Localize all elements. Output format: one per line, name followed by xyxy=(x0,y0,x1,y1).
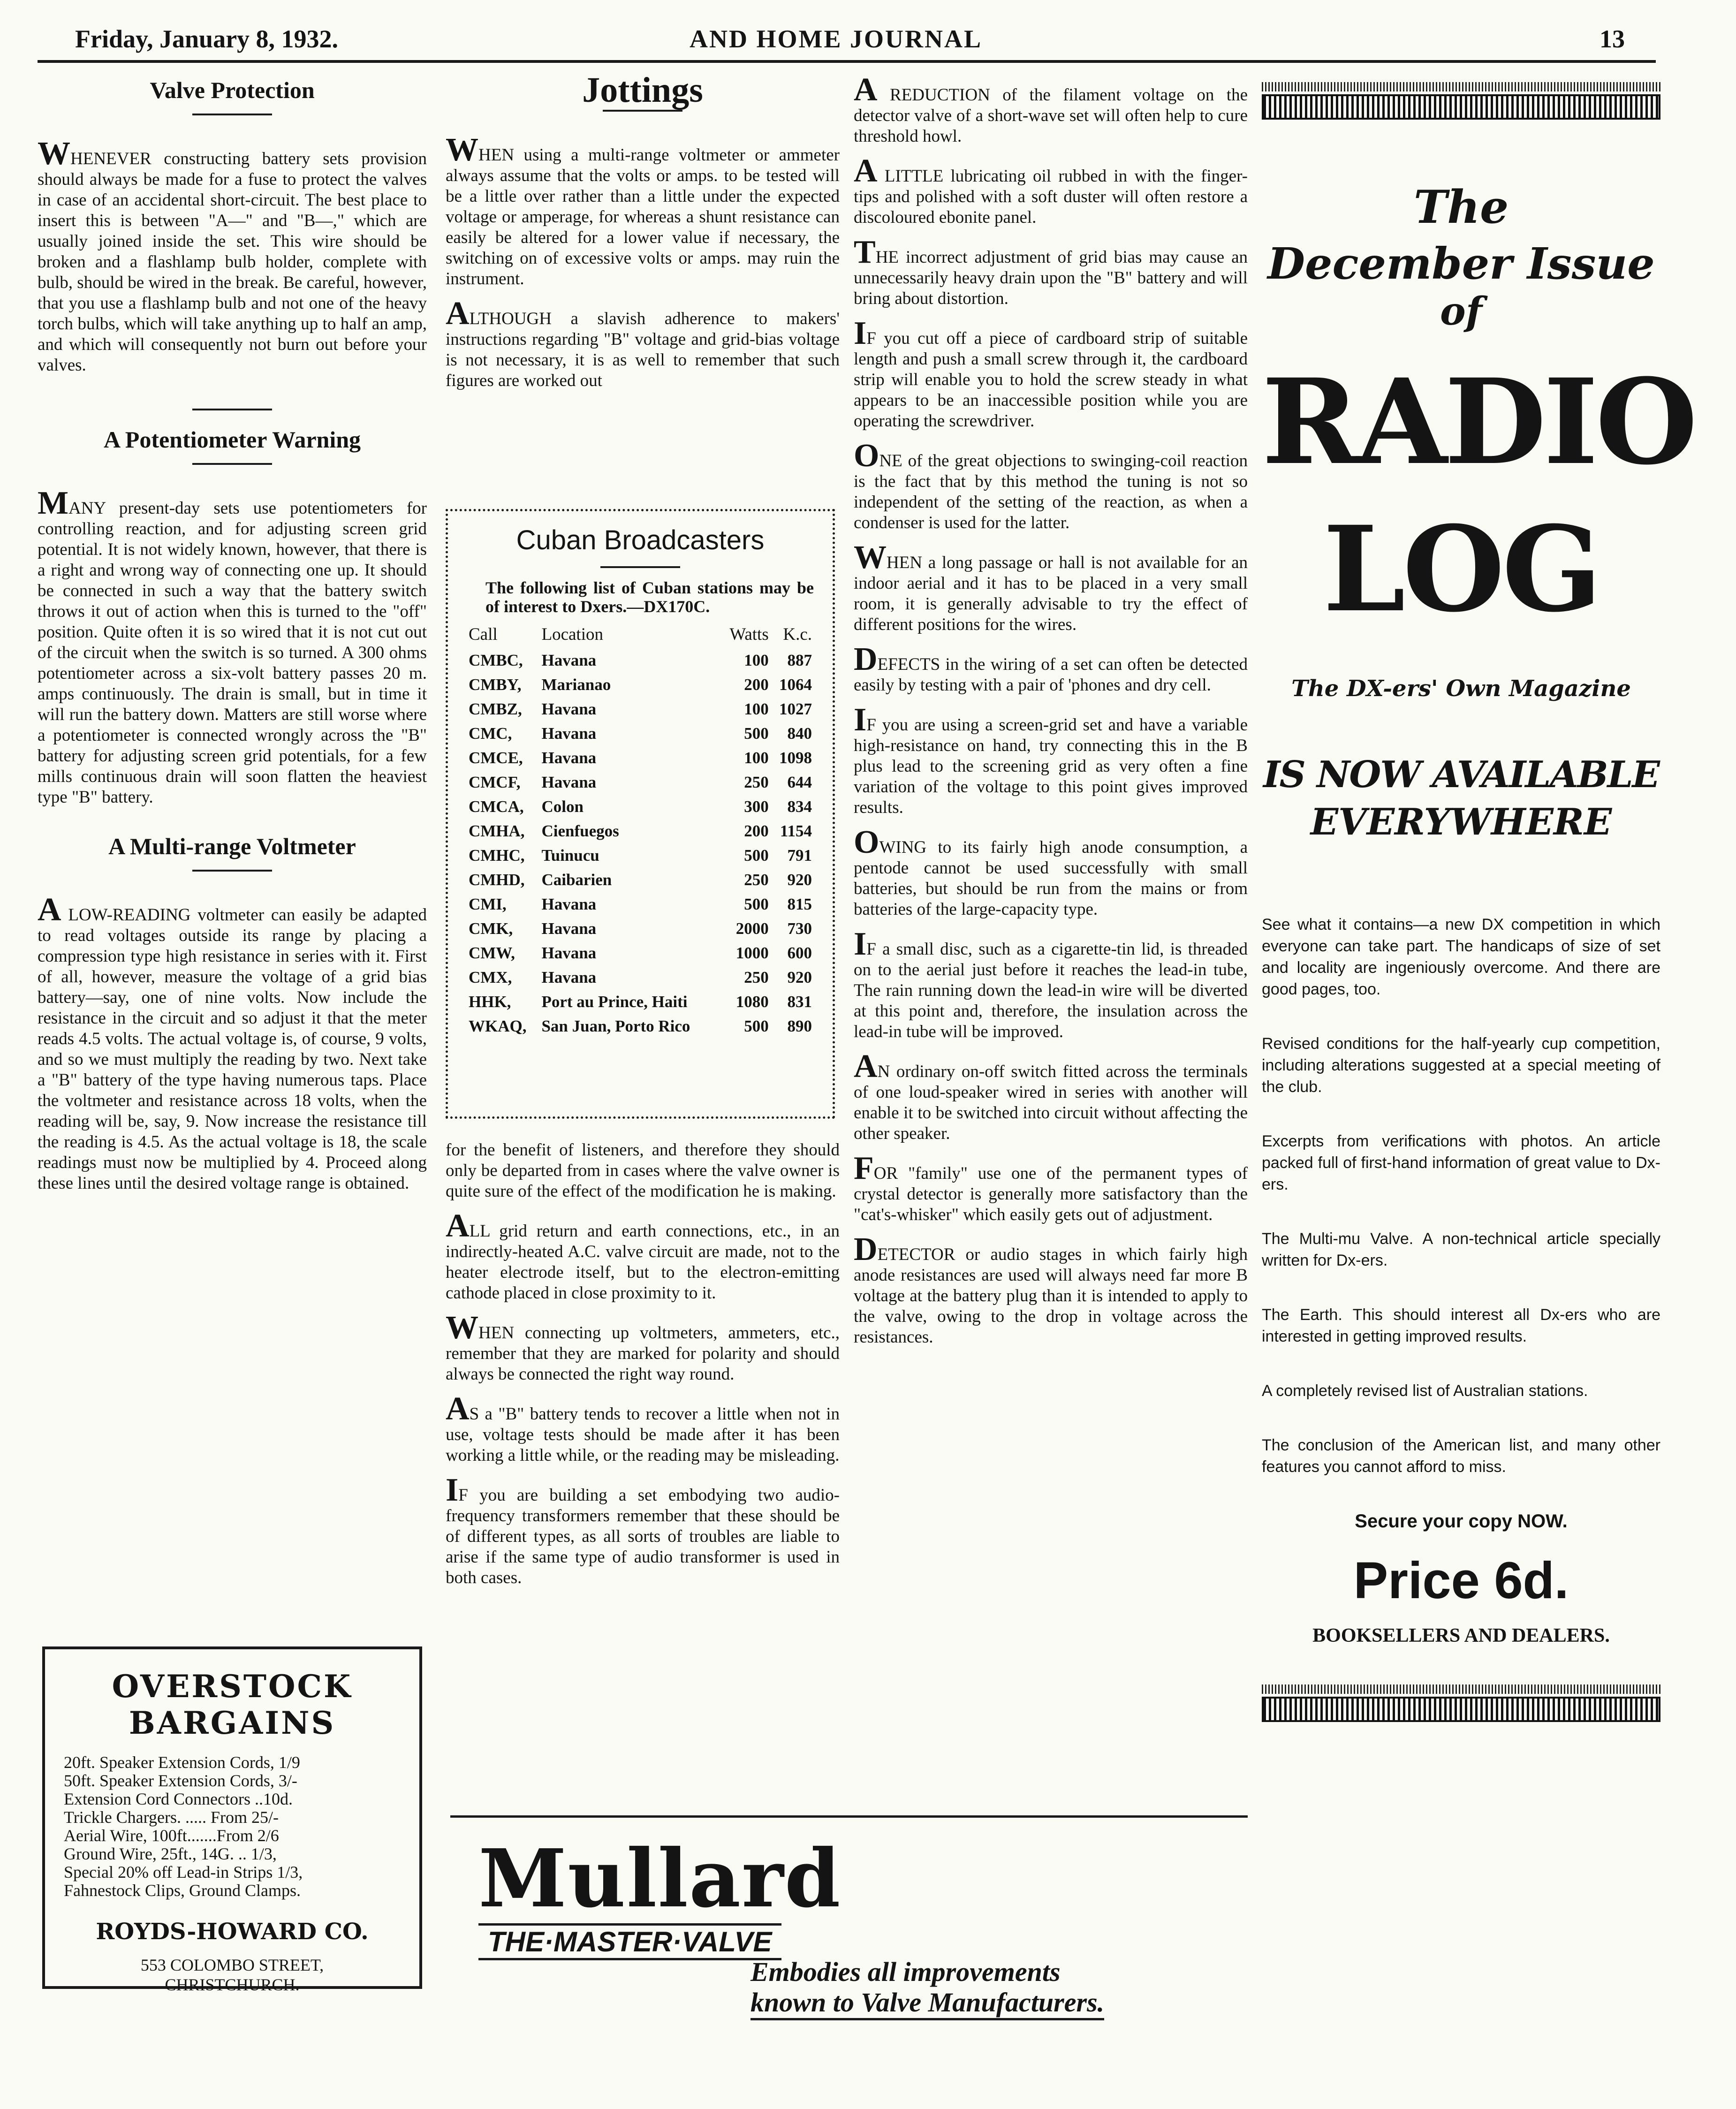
table-row xyxy=(467,990,814,1014)
station-call: CMBY, xyxy=(469,675,522,694)
radiolog-subtitle: The DX-ers' Own Magazine xyxy=(1291,675,1631,702)
station-watts: 200 xyxy=(744,675,769,694)
mullard-ad xyxy=(450,1815,1248,2024)
potentiometer-heading: A Potentiometer Warning xyxy=(103,426,361,453)
radiolog-ad xyxy=(1262,82,1695,2015)
station-call: CMCF, xyxy=(469,773,521,791)
station-call: CMCE, xyxy=(469,749,523,767)
section-rule xyxy=(192,409,272,410)
station-watts: 200 xyxy=(744,822,769,840)
jotting-paragraph: DETECTOR or audio stages in which fairly high anode resistances are used will always need far more B voltage at the battery plug than it is intended to apply to the valve, owing to the drop in voltage across the resistances. xyxy=(854,1231,1248,1347)
station-kc: 1064 xyxy=(779,675,812,694)
station-watts: 1000 xyxy=(735,944,769,962)
station-location: Port au Prince, Haiti xyxy=(541,993,688,1011)
station-call: CMHA, xyxy=(469,822,525,840)
station-location: Havana xyxy=(541,651,597,669)
cuban-table xyxy=(467,621,814,1039)
page-number: 13 xyxy=(1600,25,1625,53)
station-watts: 100 xyxy=(744,700,769,718)
column-header: Location xyxy=(541,625,603,644)
station-call: CMK, xyxy=(469,919,513,938)
table-row xyxy=(467,892,814,917)
jotting-paragraph: THE incorrect adjustment of grid bias may cause an unnecessarily heavy drain upon the "B" battery and will bring about distortion. xyxy=(854,234,1248,308)
jottings-heading: Jottings xyxy=(582,70,703,110)
voltmeter-heading: A Multi-range Voltmeter xyxy=(108,833,356,859)
station-location: Marianao xyxy=(541,675,611,694)
table-row xyxy=(467,1014,814,1039)
column-3 xyxy=(854,72,1248,1362)
table-row xyxy=(467,673,814,697)
table-row xyxy=(467,697,814,721)
valve-protection-body: WHENEVER constructing battery sets provision should always be made for a fuse to protect the valves in case of an accidental short-circuit. The best place to insert this is between "A—" and "B—," which are usually joined inside the set. This wire should be broken and a flashlamp bulb holder, complete with bulb, should be wired in the break. Be careful, however, that you use a flashlamp bulb and not one of the heavy torch bulbs, which will take anything up to half an amp, and which will consequently not burn out before your valves. xyxy=(38,136,427,375)
table-row xyxy=(467,819,814,843)
table-header-row xyxy=(467,621,814,648)
station-watts: 100 xyxy=(744,749,769,767)
radiolog-item: See what it contains—a new DX competition in which everyone can take part. The handicaps of size of set and locality are ingeniously overcome. And there are good pages, too. xyxy=(1262,916,1660,998)
station-watts: 500 xyxy=(744,895,769,913)
station-location: Havana xyxy=(541,895,597,913)
station-watts: 1080 xyxy=(735,993,769,1011)
cuban-broadcasters-box xyxy=(446,509,835,1119)
station-watts: 500 xyxy=(744,1017,769,1035)
station-call: CMCA, xyxy=(469,797,524,816)
station-location: Colon xyxy=(541,797,584,816)
jotting-paragraph: ALTHOUGH a slavish adherence to makers' instructions regarding "B" voltage and grid-bias voltage is not necessary, it is as well to remember that such figures are worked out xyxy=(446,296,840,390)
overstock-item: Aerial Wire, 100ft.......From 2/6 xyxy=(64,1826,279,1845)
mullard-tagline-1: Embodies all improvements xyxy=(750,1957,1061,1987)
table-row xyxy=(467,648,814,673)
overstock-title-1: OVERSTOCK xyxy=(112,1668,353,1705)
table-row xyxy=(467,965,814,990)
decorative-border xyxy=(1262,1697,1660,1722)
jotting-paragraph: IF you are using a screen-grid set and have a variable high-resistance on hand, try connecting this in the B plus lead to the screening grid as very often a fine variation of the voltage to this point gives improved results. xyxy=(854,702,1248,817)
overstock-item: Extension Cord Connectors ..10d. xyxy=(64,1790,293,1808)
radiolog-sellers: BOOKSELLERS AND DEALERS. xyxy=(1312,1625,1610,1646)
table-row xyxy=(467,721,814,746)
station-location: Havana xyxy=(541,724,597,743)
mullard-brand: Mullard xyxy=(478,1832,841,1926)
decorative-stripe xyxy=(1262,1684,1660,1694)
station-call: CMBZ, xyxy=(469,700,522,718)
station-kc: 791 xyxy=(787,846,812,865)
mullard-slogan: THE·MASTER·VALVE xyxy=(478,1923,781,1960)
heading-rule xyxy=(600,566,680,568)
radiolog-secure: Secure your copy NOW. xyxy=(1355,1511,1568,1532)
jotting-paragraph: IF you cut off a piece of cardboard strip of suitable length and push a small screw through it, the cardboard strip will enable you to hold the screw steady in what appears to be an inaccessible position while you are operating the screwdriver. xyxy=(854,315,1248,431)
station-watts: 2000 xyxy=(735,919,769,938)
station-kc: 890 xyxy=(787,1017,812,1035)
station-kc: 920 xyxy=(787,871,812,889)
radiolog-everywhere: EVERYWHERE xyxy=(1310,801,1612,843)
jotting-paragraph: ALL grid return and earth connections, etc., in an indirectly-heated A.C. valve circuit are made, not to the heater electrode itself, but to the electron-emitting cathode placed in close proximity to it. xyxy=(446,1208,840,1303)
radiolog-item: The Earth. This should interest all Dx-ers who are interested in getting improved results. xyxy=(1262,1306,1660,1345)
valve-protection-heading: Valve Protection xyxy=(150,77,315,103)
radiolog-price: Price 6d. xyxy=(1353,1552,1569,1609)
station-call: CMI, xyxy=(469,895,507,913)
overstock-item: Ground Wire, 25ft., 14G. .. 1/3, xyxy=(64,1844,277,1863)
radiolog-december-issue: December Issue xyxy=(1267,238,1655,289)
jotting-paragraph: OWING to its fairly high anode consumption, a pentode cannot be used successfully with small batteries, but should be run from the mains or from batteries of the large-capacity type. xyxy=(854,824,1248,919)
mullard-tagline-2: known to Valve Manufacturers. xyxy=(750,1987,1104,2020)
overstock-ad xyxy=(42,1646,422,1994)
table-row xyxy=(467,868,814,892)
voltmeter-body: A LOW-READING voltmeter can easily be adapted to read voltages outside its range by placing a compression type high resistance in series with it. First of all, however, measure the voltage of a grid bias battery—say, one of nine volts. Now include the resistance in the circuit and so adjust it that the meter reads 4.5 volts. The actual voltage is, of course, 9 volts, and so we must multiply the reading by two. Next take a "B" battery of the type having numerous taps. Place the voltmeter and resistance across 18 volts, when the reading will be, say, 9. Now increase the resistance till the reading is 4.5. As the actual voltage is 18, the scale readings must now be multiplied by 4. Proceed along these lines until the desired voltage range is obtained. xyxy=(38,892,427,1193)
overstock-item: Special 20% off Lead-in Strips 1/3, xyxy=(64,1863,303,1881)
station-location: Havana xyxy=(541,919,597,938)
station-kc: 840 xyxy=(787,724,812,743)
overstock-item: Fahnestock Clips, Ground Clamps. xyxy=(64,1881,301,1900)
station-watts: 250 xyxy=(744,871,769,889)
station-kc: 644 xyxy=(787,773,812,791)
station-kc: 1027 xyxy=(779,700,812,718)
jotting-paragraph: AN ordinary on-off switch fitted across the terminals of one loud-speaker wired in series with another will enable it to be switched into circuit without affecting the other speaker. xyxy=(854,1048,1248,1143)
station-watts: 250 xyxy=(744,773,769,791)
station-watts: 100 xyxy=(744,651,769,669)
heading-rule xyxy=(192,870,272,872)
header-date: Friday, January 8, 1932. xyxy=(75,25,339,53)
table-row xyxy=(467,917,814,941)
station-kc: 920 xyxy=(787,968,812,986)
station-location: Havana xyxy=(541,700,597,718)
station-location: Caibarien xyxy=(541,871,612,889)
station-kc: 600 xyxy=(787,944,812,962)
radiolog-item: Excerpts from verifications with photos. An article packed full of first-hand information of great value to Dx-ers. xyxy=(1262,1132,1660,1193)
table-row xyxy=(467,941,814,965)
cuban-intro: The following list of Cuban stations may be of interest to Dxers.—DX170C. xyxy=(485,578,814,616)
radiolog-title-radio: RADIO xyxy=(1262,353,1695,491)
station-watts: 300 xyxy=(744,797,769,816)
heading-rule xyxy=(192,114,272,115)
station-kc: 831 xyxy=(787,993,812,1011)
station-call: HHK, xyxy=(469,993,511,1011)
station-location: San Juan, Porto Rico xyxy=(541,1017,690,1035)
column-header: Watts xyxy=(729,625,769,644)
jotting-paragraph: DEFECTS in the wiring of a set can often be detected easily by testing with a pair of 'phones and dry cell. xyxy=(854,641,1248,695)
radiolog-item: A completely revised list of Australian stations. xyxy=(1262,1382,1588,1400)
overstock-item: Trickle Chargers. ..... From 25/- xyxy=(64,1808,279,1827)
table-row xyxy=(467,746,814,770)
jotting-paragraph: for the benefit of listeners, and therefore they should only be departed from in cases where the valve owner is quite sure of the effect of the modification he is making. xyxy=(446,1140,840,1201)
decorative-border xyxy=(1262,94,1660,120)
overstock-item: 20ft. Speaker Extension Cords, 1/9 xyxy=(64,1753,300,1772)
radiolog-title-log: LOG xyxy=(1323,500,1600,638)
jotting-paragraph: WHEN a long passage or hall is not available for an indoor aerial and it has to be placed in a very small room, it is generally advisable to try the effect of different positions for the wires. xyxy=(854,539,1248,634)
overstock-company: ROYDS-HOWARD CO. xyxy=(96,1919,369,1945)
table-row xyxy=(467,843,814,868)
jotting-paragraph: IF a small disc, such as a cigarette-tin lid, is threaded on to the aerial just before it reaches the lead-in tube, The rain running down the lead-in wire will be diverted at this point and, therefore, the insulation across the lead-in tube will be improved. xyxy=(854,926,1248,1041)
station-call: CMBC, xyxy=(469,651,523,669)
station-watts: 500 xyxy=(744,724,769,743)
column-header: Call xyxy=(469,625,498,644)
overstock-address-1: 553 COLOMBO STREET, xyxy=(140,1956,324,1974)
station-call: CMC, xyxy=(469,724,512,743)
station-location: Tuinucu xyxy=(541,846,599,865)
jotting-paragraph: A LITTLE lubricating oil rubbed in with the finger-tips and polished with a soft duster will often restore a discoloured ebonite panel. xyxy=(854,153,1248,227)
overstock-address-2: CHRISTCHURCH. xyxy=(165,1975,300,1994)
column-2 xyxy=(446,70,840,405)
radiolog-item: The conclusion of the American list, and many other features you cannot afford to miss. xyxy=(1262,1436,1660,1476)
station-location: Havana xyxy=(541,968,597,986)
station-call: CMHD, xyxy=(469,871,525,889)
overstock-title-2: BARGAINS xyxy=(129,1705,336,1741)
table-row xyxy=(467,770,814,795)
column-header: K.c. xyxy=(783,625,812,644)
station-call: CMHC, xyxy=(469,846,525,865)
heading-rule xyxy=(603,110,682,112)
station-watts: 500 xyxy=(744,846,769,865)
jotting-paragraph: WHEN connecting up voltmeters, ammeters, etc., remember that they are marked for polarity and should always be connected the right way round. xyxy=(446,1310,840,1384)
overstock-item: 50ft. Speaker Extension Cords, 3/- xyxy=(64,1771,297,1790)
station-call: WKAQ, xyxy=(469,1017,527,1035)
radiolog-the: The xyxy=(1413,181,1509,234)
station-kc: 1098 xyxy=(779,749,812,767)
station-call: CMX, xyxy=(469,968,512,986)
radiolog-of: of xyxy=(1440,289,1482,334)
header-rule xyxy=(38,60,1656,63)
decorative-stripe xyxy=(1262,82,1660,91)
station-kc: 730 xyxy=(787,919,812,938)
radiolog-contents xyxy=(1262,914,1660,1478)
station-call: CMW, xyxy=(469,944,515,962)
column-2-continued xyxy=(446,1140,840,1602)
jotting-paragraph: IF you are building a set embodying two audio-frequency transformers remember that these should be of different types, as all sorts of troubles are liable to arise if the same type of audio transformer is used in both cases. xyxy=(446,1472,840,1587)
jotting-paragraph: A REDUCTION of the filament voltage on the detector valve of a short-wave set will often help to cure threshold howl. xyxy=(854,72,1248,146)
header-publication: AND HOME JOURNAL xyxy=(690,25,982,53)
station-kc: 887 xyxy=(787,651,812,669)
radiolog-available: IS NOW AVAILABLE xyxy=(1263,753,1659,796)
overstock-list xyxy=(64,1753,401,1900)
station-location: Havana xyxy=(541,749,597,767)
heading-rule xyxy=(192,463,272,465)
station-location: Havana xyxy=(541,773,597,791)
jotting-paragraph: AS a "B" battery tends to recover a little when not in use, voltage tests should be made after it has been working a little while, or the reading may be misleading. xyxy=(446,1391,840,1465)
radiolog-item: Revised conditions for the half-yearly cup competition, including alterations suggested at a special meeting of the club. xyxy=(1262,1035,1660,1096)
station-kc: 1154 xyxy=(780,822,812,840)
jotting-paragraph: WHEN using a multi-range voltmeter or ammeter always assume that the volts or amps. to be tested will be a little over rather than a little under the expected voltage or amperage, for whereas a shunt resistance can easily be altered for a lower value if necessary, the switching on of excessive volts or amps. may ruin the instrument. xyxy=(446,132,840,288)
cuban-title: Cuban Broadcasters xyxy=(516,525,765,555)
station-location: Havana xyxy=(541,944,597,962)
jotting-paragraph: ONE of the great objections to swinging-coil reaction is the fact that by this method the tuning is not so independent of the setting of the reaction, as when a condenser is used for the latter. xyxy=(854,438,1248,532)
station-location: Cienfuegos xyxy=(541,822,619,840)
jotting-paragraph: FOR "family" use one of the permanent types of crystal detector is generally more satisfactory than the "cat's-whisker" which easily gets out of adjustment. xyxy=(854,1150,1248,1224)
radiolog-item: The Multi-mu Valve. A non-technical article specially written for Dx-ers. xyxy=(1262,1230,1660,1269)
station-watts: 250 xyxy=(744,968,769,986)
potentiometer-body: MANY present-day sets use potentiometers for controlling reaction, and for adjusting screen grid potential. It is not widely known, however, that there is a right and wrong way of connecting one up. It should be connected in such a way that the battery switch throws it out of action when this is turned to the "off" position. Quite often it is so wired that it is not cut out of the circuit when the switch is so turned. A 300 ohms potentiometer across a six-volt battery passes 20 m. amps continuously. The drain is small, but in time it will run the battery down. Matters are still worse where a potentiometer is connected wrongly across the "B" battery for adjusting screen grid potentials, for a few mills continuous drain will soon flatten the heaviest type "B" battery. xyxy=(38,485,427,807)
station-kc: 815 xyxy=(787,895,812,913)
column-1 xyxy=(38,77,427,1208)
station-kc: 834 xyxy=(787,797,812,816)
table-row xyxy=(467,795,814,819)
